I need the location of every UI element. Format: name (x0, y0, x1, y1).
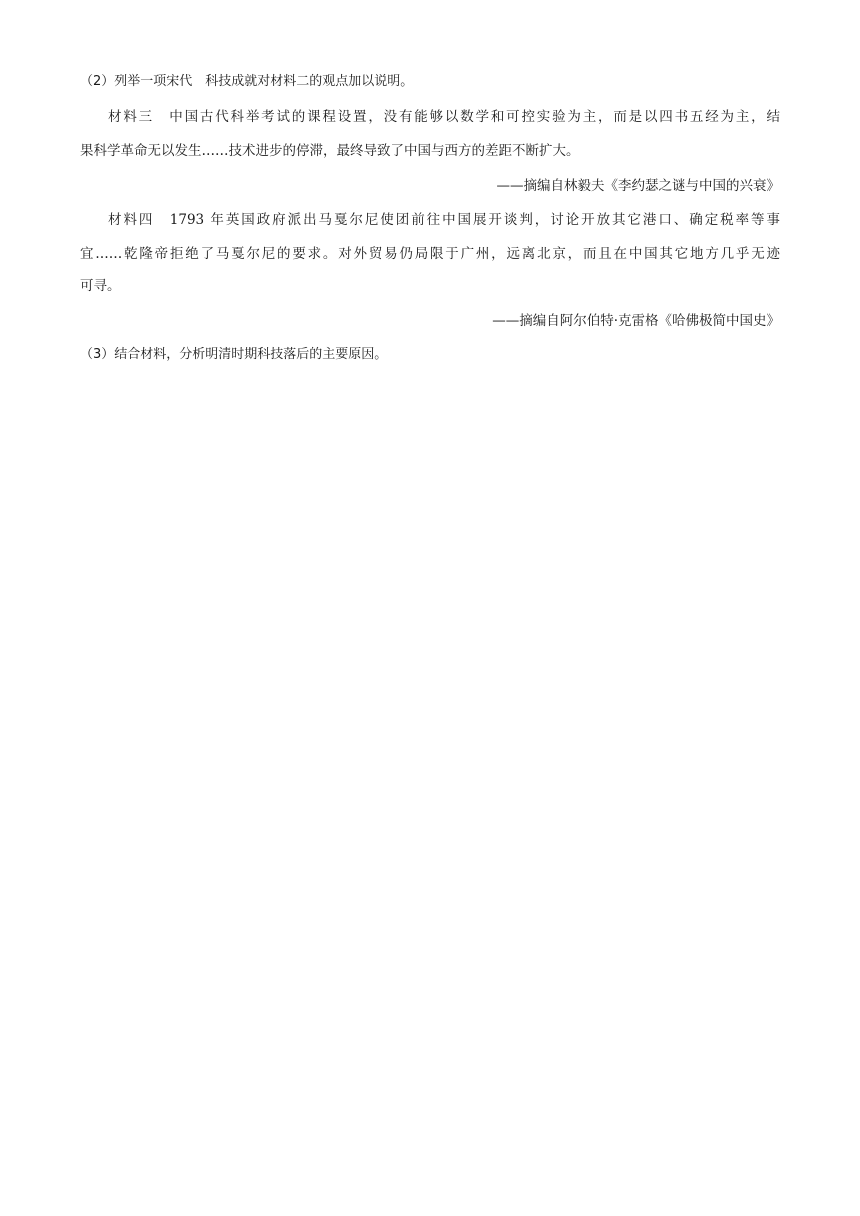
material-4-source: ——摘编自阿尔伯特·克雷格《哈佛极简中国史》 (492, 313, 780, 329)
material-3-line-2: 果科学革命无以发生……技术进步的停滞，最终导致了中国与西方的差距不断扩大。 (80, 143, 580, 159)
material-4-line-3: 可寻。 (80, 278, 121, 294)
material-3-source: ——摘编自林毅夫《李约瑟之谜与中国的兴衰》 (496, 178, 780, 194)
material-4-line-2: 宜……乾隆帝拒绝了马戛尔尼的要求。对外贸易仍局限于广州，远离北京，而且在中国其它地方几乎无迹 (80, 246, 780, 262)
material-4-line-1: 材料四 1793 年英国政府派出马戛尔尼使团前往中国展开谈判，讨论开放其它港口、确定税率等事 (108, 212, 780, 228)
question-3: （3）结合材料，分析明清时期科技落后的主要原因。 (80, 347, 388, 362)
material-3-line-1: 材料三 中国古代科举考试的课程设置，没有能够以数学和可控实验为主，而是以四书五经为主，结 (108, 109, 780, 125)
question-2: （2）列举一项宋代 科技成就对材料二的观点加以说明。 (80, 74, 414, 89)
